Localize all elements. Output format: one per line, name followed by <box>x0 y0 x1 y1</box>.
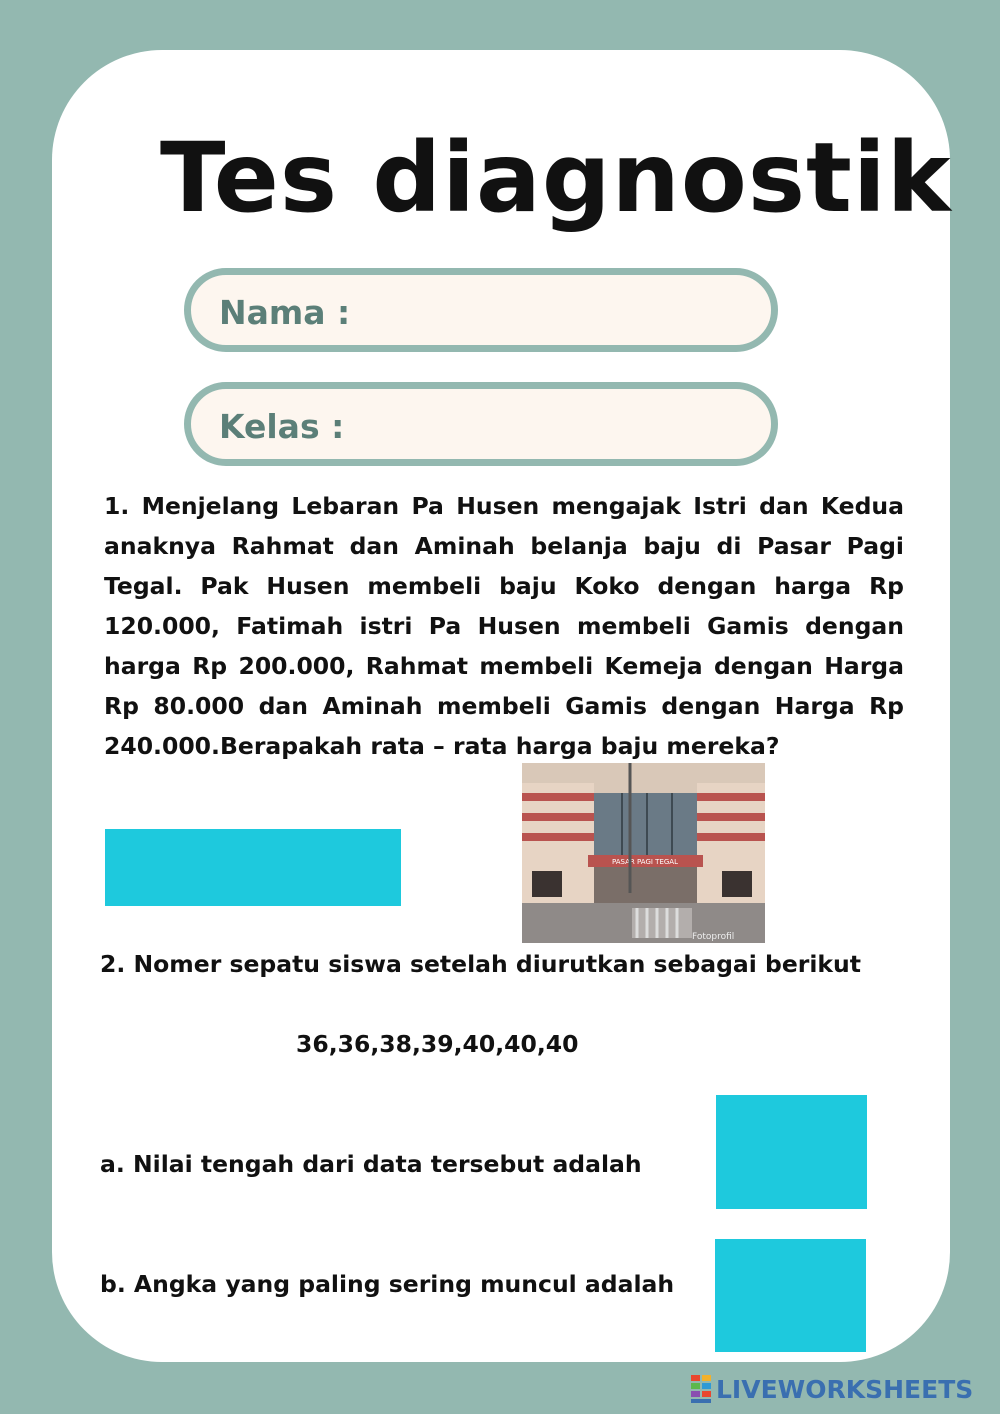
class-field[interactable] <box>184 382 778 466</box>
market-building-image <box>522 763 765 943</box>
name-field[interactable] <box>184 268 778 352</box>
worksheet-title: Tes diagnostik <box>160 122 952 234</box>
liveworksheets-logo-text: LIVEWORKSHEETS <box>716 1374 974 1404</box>
question-2-text: 2. Nomer sepatu siswa setelah diurutkan sebagai berikut <box>100 950 861 978</box>
name-label: Nama : <box>219 293 351 332</box>
market-sign-text: PASAR PAGI TEGAL <box>612 858 678 866</box>
liveworksheets-logo-icon <box>690 1374 712 1404</box>
liveworksheets-logo <box>690 1372 973 1406</box>
question-1-answer-box[interactable] <box>105 829 401 906</box>
market-photo <box>522 763 765 943</box>
class-label: Kelas : <box>219 407 345 446</box>
name-input[interactable] <box>371 289 741 337</box>
photo-watermark: Fotoprofil <box>692 932 735 942</box>
class-input[interactable] <box>371 403 741 451</box>
shoe-size-data: 36,36,38,39,40,40,40 <box>296 1030 579 1058</box>
question-1-text: 1. Menjelang Lebaran Pa Husen mengajak Istri dan Kedua anaknya Rahmat dan Aminah belanja baju di Pasar Pagi Tegal. Pak Husen membeli baju Koko dengan harga Rp 120.000, Fatimah istri Pa Husen membeli Gamis dengan harga Rp 200.000, Rahmat membeli Kemeja dengan Harga Rp 80.000 dan Aminah membeli Gamis dengan Harga Rp 240.000.Berapakah rata – rata harga baju mereka? <box>104 492 904 760</box>
question-2a-text: a. Nilai tengah dari data tersebut adalah <box>100 1150 642 1178</box>
question-2b-answer-box[interactable] <box>715 1239 866 1352</box>
question-2a-answer-box[interactable] <box>716 1095 867 1209</box>
question-2b-text: b. Angka yang paling sering muncul adalah <box>100 1270 675 1298</box>
